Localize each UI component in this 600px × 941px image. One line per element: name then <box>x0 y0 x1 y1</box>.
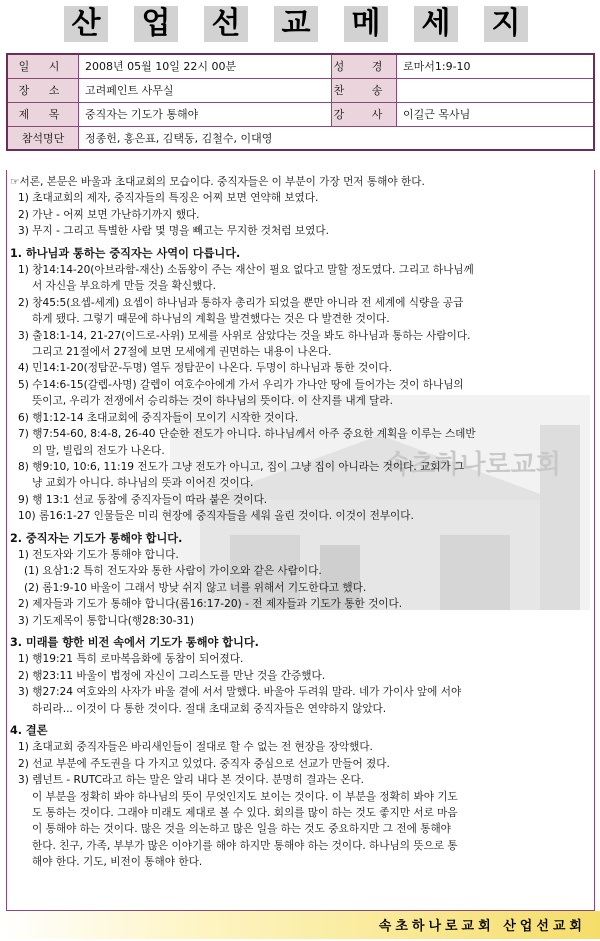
intro-item: 2) 가난 - 어찌 보면 가난하기까지 했다. <box>18 208 200 221</box>
section1-line: 5) 수14:6-15(갈렙-사명) 갈렙이 여호수아에게 가서 우리가 가나안 땅에 들어가는 것이 하나님의 <box>18 378 464 391</box>
intro-item: 1) 초대교회의 제자, 중직자들의 특징은 어찌 보면 연약해 보였다. <box>18 192 319 205</box>
section2-line: 1) 전도자와 기도가 통해야 합니다. <box>18 548 179 561</box>
attendees-value: 정종헌, 홍은표, 김택동, 김철수, 이대영 <box>79 126 595 150</box>
hymn-value <box>397 78 595 102</box>
message-title <box>0 2 600 46</box>
title-char: 업 <box>134 6 178 42</box>
section2-line: 2) 제자들과 기도가 통해야 합니다(롬16:17-20) - 전 제자들과 기도가 통한 것이다. <box>18 598 403 611</box>
section4-line: 3) 렘넌트 - RUTC라고 하는 말은 알리 내다 본 것이다. 분명히 결과는 온다. <box>18 774 365 787</box>
section1-line: 의 말, 빌립의 전도가 나온다. <box>32 444 165 457</box>
title-char: 교 <box>274 6 318 42</box>
section3-line: 하리라... 이것이 다 통한 것이다. 절대 초대교회 중직자들은 연약하지 않았다. <box>32 702 387 715</box>
section2-line: (1) 요삼1:2 특히 전도자와 통한 사람이 가이오와 같은 사람이다. <box>24 565 322 578</box>
section1-line: 그리고 21절에서 27절에 보면 모세에게 권면하는 내용이 나온다. <box>32 346 332 359</box>
section2-line: 3) 기도제목이 통합니다(행28:30-31) <box>18 614 195 627</box>
section-heading: 1. 하나님과 통하는 중직자는 사역이 다릅니다. <box>10 246 241 260</box>
section1-line: 3) 출18:1-14, 21-27(이드로-사위) 모세를 사위로 삼았다는 것을 봐도 하나님과 통하는 사람이다. <box>18 329 471 342</box>
section1-line: 4) 민14:1-20(정탐꾼-두명) 열두 정탐꾼이 나온다. 두명이 하나님과 통한 것이다. <box>18 362 393 375</box>
intro-lead: ☞서론, 본문은 바울과 초대교회의 모습이다. 중직자들은 이 부분이 가장 먼저 통해야 한다. <box>10 176 425 188</box>
section4-line: 한다. 친구, 가족, 부부가 많은 이야기를 해야 하지만 통해야 하는 것이다. 하나님의 뜻으로 통 <box>32 839 458 852</box>
date-label: 일 시 <box>7 54 79 78</box>
hymn-label: 찬 송 <box>332 78 397 102</box>
section1-line: 하게 됐다. 그렇기 때문에 하나님의 계획을 발견했다는 것은 다 발견한 것이다. <box>32 313 390 326</box>
section1-line: 9) 행 13:1 선교 동참에 중직자들이 따라 붙은 것이다. <box>18 493 268 506</box>
section-heading: 2. 중직자는 기도가 통해야 합니다. <box>10 531 183 545</box>
section2-line: (2) 롬1:9-10 바울이 그래서 방낮 쉬지 않고 너를 위해서 기도한다고 했다. <box>24 581 367 594</box>
section4-line: 이 부분을 정확히 봐야 하나님의 뜻이 무엇인지도 보이는 것이다. 이 부분을 정확히 봐야 기도 <box>32 790 458 803</box>
section4-line: 해야 한다. 기도, 비전이 통해야 한다. <box>32 856 203 869</box>
section1-line: 2) 창45:5(요셉-세계) 요셉이 하나님과 통하자 총리가 되었을 뿐만 아니라 전 세계에 식량을 공급 <box>18 296 464 309</box>
scripture-value: 로마서1:9-10 <box>397 54 595 78</box>
section1-line: 7) 행7:54-60, 8:4-8, 26-40 단순한 전도가 아니다. 하나님께서 아주 중요한 계획을 이루는 스데반 <box>18 428 476 441</box>
place-label: 장 소 <box>7 78 79 102</box>
section1-line: 6) 행1:12-14 초대교회에 중직자들이 모이기 시작한 것이다. <box>18 411 299 424</box>
section1-line: 10) 롬16:1-27 인물들은 미리 현장에 중직자들을 세워 올린 것이다. 이것이 전부이다. <box>18 510 414 523</box>
section4-line: 도 통하는 것이다. 그래야 미래도 제대로 볼 수 있다. 회의를 많이 하는 것도 좋지만 서로 마음 <box>32 807 458 820</box>
scripture-label: 성 경 <box>332 54 397 78</box>
title-char: 메 <box>344 6 388 42</box>
subject-label: 제 목 <box>7 102 79 126</box>
section1-line: 8) 행9:10, 10:6, 11:19 전도가 그냥 전도가 아니고, 집이 그냥 집이 아니라는 것이다. 교회가 그 <box>18 460 465 473</box>
section1-line: 뜻이고, 우리가 전쟁에서 승리하는 것이 하나님의 뜻이다. 이 산지를 내게 달라. <box>32 395 394 408</box>
section-heading: 4. 결론 <box>10 724 48 737</box>
section4-line: 1) 초대교회 중직자들은 바리새인들이 절대로 할 수 없는 전 현장을 장악했다. <box>18 741 373 754</box>
section3-line: 3) 행27:24 여호와의 사자가 바울 곁에 서서 말했다. 바울아 두려워 말라. 네가 가이사 앞에 서야 <box>18 686 462 699</box>
section3-line: 1) 행19:21 특히 로마복음화에 동참이 되어졌다. <box>18 653 244 666</box>
info-table <box>6 53 595 151</box>
title-char: 선 <box>204 6 248 42</box>
date-value: 2008년 05월 10일 22시 00분 <box>79 54 332 78</box>
title-char: 세 <box>414 6 458 42</box>
attendees-label: 참석명단 <box>7 126 79 150</box>
section4-line: 이 통해야 하는 것이다. 많은 것을 의논하고 많은 일을 하는 것도 중요하지만 그 전에 통해야 <box>32 823 451 836</box>
section3-line: 2) 행23:11 바울이 법정에 자신이 그리스도를 만난 것을 간증했다. <box>18 669 326 682</box>
place-value: 고려페인트 사무실 <box>79 78 332 102</box>
subject-value: 중직자는 기도가 통해야 <box>79 102 332 126</box>
section1-line: 냥 교회가 아니다. 하나님의 뜻과 이어진 것이다. <box>32 477 254 490</box>
section1-line: 서 자신을 부요하게 만들 것을 확신했다. <box>32 280 216 293</box>
section1-line: 1) 창14:14-20(아브라함-재산) 소돔왕이 주는 재산이 필요 없다고 말할 정도였다. 그리고 하나님께 <box>18 264 474 277</box>
section4-line: 2) 선교 부분에 주도권을 다 가지고 있었다. 중직자 중심으로 선교가 만들어 졌다. <box>18 757 390 770</box>
intro-item: 3) 무지 - 그리고 특별한 사람 몇 명을 빼고는 무지한 것처럼 보였다. <box>18 225 329 238</box>
speaker-label: 강 사 <box>332 102 397 126</box>
church-sign-text: 속초하나로교회 <box>385 450 561 480</box>
speaker-value: 이길근 목사님 <box>397 102 595 126</box>
footer-text: 속초하나로교회 산업선교회 <box>378 919 586 934</box>
message-body <box>10 174 588 871</box>
title-char: 지 <box>484 6 528 42</box>
title-char: 산 <box>64 6 108 42</box>
section-heading: 3. 미래를 향한 비전 속에서 기도가 통해야 합니다. <box>10 635 259 649</box>
footer-banner <box>0 911 600 939</box>
